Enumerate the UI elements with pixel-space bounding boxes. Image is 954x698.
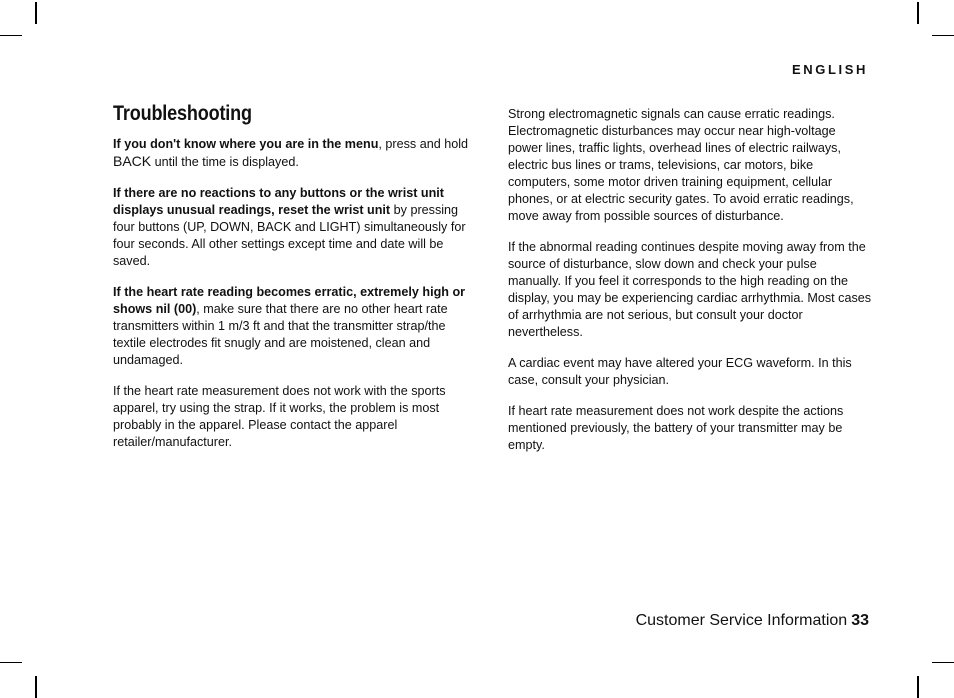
right-column [508, 106, 873, 468]
paragraph-lead: If there are no reactions to any buttons or the wrist unit displays unusual readings, reset the wrist unit [113, 186, 444, 217]
paragraph-text: by pressing four buttons (UP, DOWN, BACK and LIGHT) simultaneously for four seconds. All other settings except time and date will be saved. [113, 203, 466, 268]
language-label: ENGLISH [792, 62, 868, 77]
crop-mark-top-left-vertical [35, 2, 37, 24]
crop-mark-bottom-right-vertical [917, 676, 919, 698]
paragraph-cardiac-event: A cardiac event may have altered your ECG waveform. In this case, consult your physician. [508, 356, 852, 387]
paragraph-lead: If you don't know where you are in the menu [113, 137, 379, 151]
paragraph-text: , make sure that there are no other heart rate transmitters within 1 m/3 ft and that the transmitter strap/the textile electrodes fit snugly and are moistened, clean and undamaged. [113, 302, 448, 367]
crop-mark-top-right-vertical [917, 2, 919, 24]
paragraph-sports-apparel [113, 383, 478, 451]
paragraph-electromagnetic: Strong electromagnetic signals can cause erratic readings. Electromagnetic disturbances may occur near high-voltage power lines, traffic lights, overhead lines of electric railways, electric bus lines or trams, televisions, car motors, bike computers, some motor driven training equipment, cellular phones, or at electric security gates. To avoid erratic readings, move away from possible sources of disturbance. [508, 107, 854, 223]
left-column [113, 100, 478, 465]
button-name-back: BACK [113, 153, 152, 169]
crop-mark-top-right-horizontal [932, 35, 954, 36]
paragraph-text: , press and hold [378, 137, 469, 151]
paragraph-erratic-reading [113, 284, 478, 369]
crop-mark-bottom-left-vertical [35, 676, 37, 698]
page-footer [636, 612, 869, 630]
crop-mark-bottom-right-horizontal [932, 662, 954, 663]
page-title: Troubleshooting [113, 102, 252, 125]
paragraph-battery: If heart rate measurement does not work despite the actions mentioned previously, the battery of your transmitter may be empty. [508, 404, 844, 452]
footer-section-title: Customer Service Information [635, 612, 848, 629]
paragraph-reset [113, 185, 478, 270]
paragraph-text: until the time is displayed. [151, 155, 299, 169]
crop-mark-bottom-left-horizontal [0, 662, 22, 663]
crop-mark-top-left-horizontal [0, 35, 22, 36]
paragraph-lead: If the heart rate reading becomes erratic, extremely high or shows nil (00) [113, 285, 466, 316]
paragraph-abnormal-reading: If the abnormal reading continues despite moving away from the source of disturbance, slow down and check your pulse manually. If you feel it corresponds to the high reading on the display, you may be experiencing cardiac arrhythmia. Most cases of arrhythmia are not serious, but consult your doctor nevertheless. [508, 240, 872, 339]
paragraph-text: If the heart rate measurement does not work with the sports apparel, try using the strap. If it works, the problem is most probably in the apparel. Please contact the apparel retailer/manufacturer. [113, 384, 446, 449]
paragraph-menu-help [113, 136, 478, 171]
page-number: 33 [851, 612, 869, 629]
